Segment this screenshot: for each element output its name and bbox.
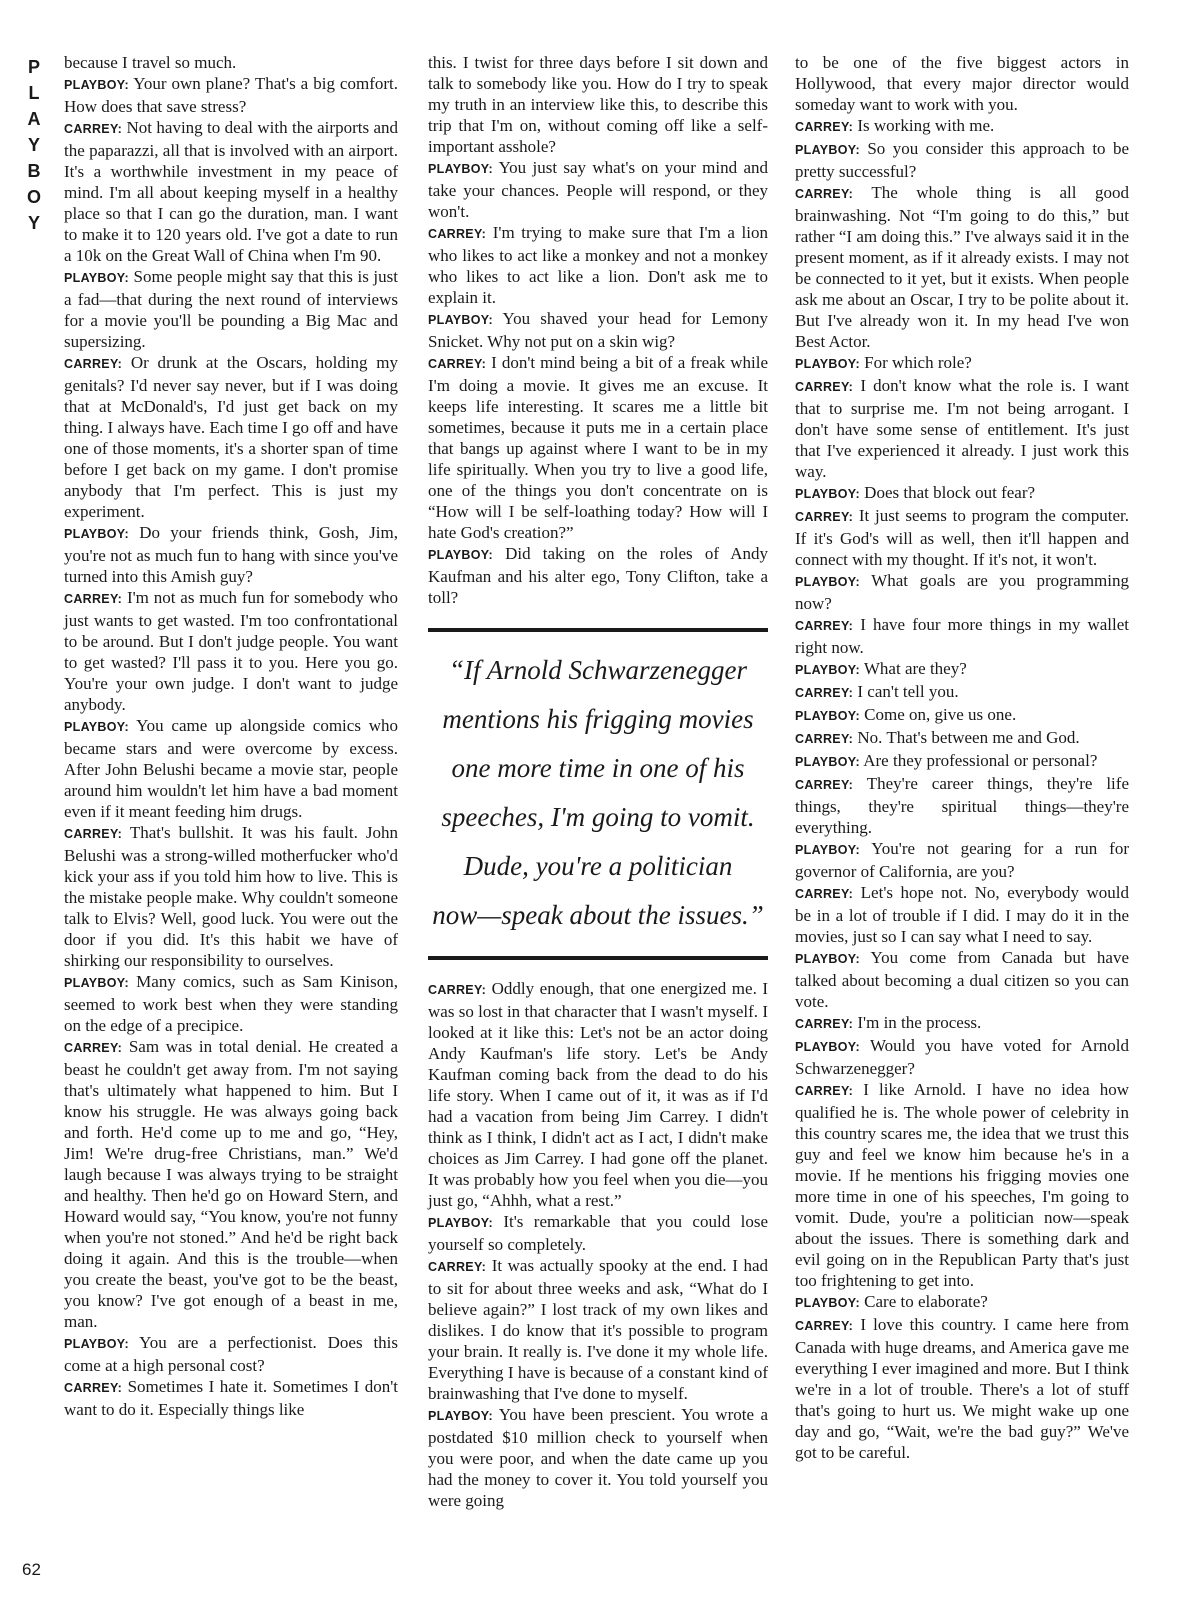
- interview-paragraph: [64, 1332, 398, 1376]
- speaker-label: PLAYBOY:: [795, 1040, 860, 1054]
- paragraph-text: Oddly enough, that one energized me. I was so lost in that character that I wasn't myself. I looked at it like this: Let's not be an actor doing Andy Kaufman's life story. Let's be Andy Kaufman coming back from the dead to do his life story. When I came out of it, it was as if I'd had a vacation from being Jim Carrey. I didn't think as I think, I didn't act as I act, I didn't make choices as Jim Carrey. I had gone off the planet. It was probably how you feel when you die—you just go, “Ahhh, what a rest.”: [428, 979, 768, 1210]
- interview-paragraph: [64, 266, 398, 352]
- speaker-label: PLAYBOY:: [428, 313, 493, 327]
- title-letter: A: [27, 109, 41, 129]
- interview-paragraph: [795, 115, 1129, 138]
- pull-quote-line: speeches, I'm going to vomit.: [441, 802, 755, 832]
- paragraph-text: I have four more things in my wallet right now.: [795, 615, 1129, 657]
- interview-paragraph: [64, 117, 398, 266]
- paragraph-text: Are they professional or personal?: [863, 751, 1098, 770]
- paragraph-text: Many comics, such as Sam Kinison, seemed to work best when they were standing on the edge of a precipice.: [64, 972, 399, 1035]
- paragraph-text: I can't tell you.: [857, 682, 959, 701]
- speaker-label: PLAYBOY:: [795, 357, 860, 371]
- interview-paragraph: [428, 1255, 768, 1404]
- interview-paragraph: [64, 73, 398, 117]
- speaker-label: PLAYBOY:: [795, 1296, 860, 1310]
- paragraph-text: Would you have voted for Arnold Schwarzenegger?: [795, 1036, 1129, 1078]
- interview-paragraph: [428, 308, 768, 352]
- speaker-label: PLAYBOY:: [795, 663, 860, 677]
- pull-quote-line: now—speak about the issues.”: [432, 900, 764, 930]
- interview-paragraph: [795, 773, 1129, 838]
- speaker-label: CARREY:: [795, 619, 854, 633]
- paragraph-text: What goals are you programming now?: [795, 571, 1129, 613]
- interview-paragraph: [795, 1079, 1129, 1291]
- paragraph-text: You come from Canada but have talked about becoming a dual citizen so you can vote.: [795, 948, 1129, 1011]
- pull-quote-line: one more time in one of his: [451, 753, 745, 783]
- interview-paragraph: [64, 971, 398, 1036]
- interview-paragraph: [64, 522, 398, 587]
- interview-paragraph: [64, 715, 398, 822]
- speaker-label: CARREY:: [795, 510, 854, 524]
- title-letter: Y: [27, 135, 40, 155]
- paragraph-text: Do your friends think, Gosh, Jim, you're not as much fun to hang with since you've turned into this Amish guy?: [64, 523, 398, 586]
- interview-paragraph: [795, 1035, 1129, 1079]
- speaker-label: CARREY:: [795, 887, 854, 901]
- interview-paragraph: [795, 482, 1129, 505]
- interview-paragraph: [64, 822, 398, 971]
- pull-quote-line: mentions his frigging movies: [442, 704, 754, 734]
- speaker-label: PLAYBOY:: [428, 162, 493, 176]
- paragraph-text: So you consider this approach to be pretty successful?: [795, 139, 1129, 181]
- paragraph-text: For which role?: [864, 353, 972, 372]
- speaker-label: CARREY:: [428, 983, 487, 997]
- paragraph-text: You're not gearing for a run for governor of California, are you?: [795, 839, 1129, 881]
- interview-paragraph: [64, 352, 398, 522]
- paragraph-text: You are a perfectionist. Does this come at a high personal cost?: [64, 1333, 399, 1375]
- paragraph-text: Sam was in total denial. He created a beast he couldn't get away from. I'm not saying that's ultimately what happened to him. But I know his struggle. He was always going back and forth. He'd come up to me and go, “Hey, Jim! We're drug-free Christians, man.” We'd laugh because I was always trying to be straight and healthy. Then he'd go on Howard Stern, and Howard would say, “You know, you're not funny when you're not stoned.” And he'd be right back doing it again. And this is the trouble—when you create the beast, you've got to be the beast, you know? I've got enough of a beast in me, man.: [64, 1037, 399, 1331]
- speaker-label: CARREY:: [428, 227, 487, 241]
- interview-paragraph: [795, 882, 1129, 947]
- speaker-label: CARREY:: [795, 1017, 854, 1031]
- interview-paragraph: [795, 681, 1129, 704]
- paragraph-text: Care to elaborate?: [864, 1292, 988, 1311]
- column-2: [428, 52, 768, 1511]
- paragraph-text: You shaved your head for Lemony Snicket. Why not put on a skin wig?: [428, 309, 768, 351]
- title-letter: Y: [27, 213, 40, 233]
- interview-paragraph: [428, 978, 768, 1211]
- interview-paragraph: [795, 658, 1129, 681]
- speaker-label: PLAYBOY:: [64, 976, 129, 990]
- paragraph-text: I'm not as much fun for somebody who just wants to get wasted. I'm too confrontational to be around. But I don't judge people. You want to get wasted? I'll pass it to you. Here you go. You're your own judge. I don't want to judge anybody.: [64, 588, 398, 714]
- pull-quote: [428, 628, 768, 960]
- paragraph-text: I'm in the process.: [857, 1013, 982, 1032]
- speaker-label: PLAYBOY:: [795, 143, 860, 157]
- speaker-label: CARREY:: [64, 1041, 123, 1055]
- interview-paragraph: [795, 1314, 1129, 1463]
- interview-paragraph: [795, 838, 1129, 882]
- speaker-label: PLAYBOY:: [795, 843, 860, 857]
- paragraph-text: Did taking on the roles of Andy Kaufman and his alter ego, Tony Clifton, take a toll?: [428, 544, 768, 607]
- column-2-bottom: [428, 978, 768, 1511]
- speaker-label: PLAYBOY:: [428, 1216, 493, 1230]
- interview-paragraph: [64, 1036, 398, 1332]
- page-number: 62: [22, 1560, 41, 1579]
- interview-paragraph: [795, 614, 1129, 658]
- paragraph-text: I'm trying to make sure that I'm a lion who likes to act like a monkey and not a monkey who likes to act like a lion. Don't ask me to explain it.: [428, 223, 768, 307]
- paragraph-text: You came up alongside comics who became stars and were overcome by excess. After John Belushi became a movie star, people around him wouldn't let him have a bad moment even if it meant feeding him drugs.: [64, 716, 398, 821]
- paragraph-text: I love this country. I came here from Canada with huge dreams, and America gave me everything I ever imagined and more. But I think we're in a lot of trouble. There's a lot of stuff that's going to hurt us. We might wake up one day and go, “Wait, we're the bad guy?” We've got to be careful.: [795, 1315, 1129, 1462]
- pull-quote-line: “If Arnold Schwarzenegger: [449, 655, 747, 685]
- paragraph-text: Is working with me.: [857, 116, 995, 135]
- column-3: [795, 52, 1129, 1463]
- speaker-label: CARREY:: [64, 592, 123, 606]
- paragraph-text: It was actually spooky at the end. I had to sit for about three weeks and ask, “What do I believe again?” I lost track of my own likes and dislikes. I do know that it's possible to program your brain. It really is. I've done it my whole life. Everything I have is because of a constant kind of brainwashing that I've done to myself.: [428, 1256, 768, 1403]
- paragraph-text: You have been prescient. You wrote a postdated $10 million check to yourself when you were poor, and when the date came up you had the money to cover it. You told yourself you were going: [428, 1405, 769, 1510]
- speaker-label: PLAYBOY:: [795, 709, 860, 723]
- interview-paragraph: [795, 1012, 1129, 1035]
- speaker-label: CARREY:: [64, 357, 123, 371]
- speaker-label: CARREY:: [795, 778, 854, 792]
- interview-paragraph: [795, 947, 1129, 1012]
- speaker-label: CARREY:: [64, 1381, 123, 1395]
- speaker-label: CARREY:: [795, 187, 854, 201]
- interview-paragraph: [795, 505, 1129, 570]
- pull-quote-line: Dude, you're a politician: [463, 851, 733, 881]
- speaker-label: CARREY:: [795, 1084, 854, 1098]
- speaker-label: PLAYBOY:: [64, 271, 129, 285]
- paragraph-text: No. That's between me and God.: [857, 728, 1080, 747]
- speaker-label: PLAYBOY:: [795, 487, 860, 501]
- paragraph-text: They're career things, they're life things, they're spiritual things—they're everything.: [795, 774, 1129, 837]
- paragraph-text: Your own plane? That's a big comfort. How does that save stress?: [64, 74, 398, 116]
- speaker-label: CARREY:: [795, 1319, 854, 1333]
- speaker-label: PLAYBOY:: [64, 1337, 129, 1351]
- paragraph-text: Some people might say that this is just a fad—that during the next round of interviews for a movie you'll be pounding a Big Mac and supersizing.: [64, 267, 398, 351]
- interview-paragraph: [428, 157, 768, 222]
- paragraph-text: Not having to deal with the airports and the paparazzi, all that is involved with an airport. It's a worthwhile investment in my peace of mind. I'm all about keeping myself in a healthy place so that I can go the duration, man. I want to make it to 120 years old. I've got a date to run a 10k on the Great Wall of China when I'm 90.: [64, 118, 398, 265]
- paragraph-text: Come on, give us one.: [864, 705, 1017, 724]
- column-1: [64, 52, 398, 1420]
- interview-paragraph: [64, 1376, 398, 1420]
- title-letter: P: [27, 57, 40, 77]
- speaker-label: PLAYBOY:: [795, 755, 860, 769]
- interview-paragraph: [795, 182, 1129, 352]
- paragraph-text: I don't know what the role is. I want that to surprise me. I'm not being arrogant. I don't have some sense of entitlement. It's just that I've experienced it already. I just work this way.: [795, 376, 1130, 481]
- speaker-label: PLAYBOY:: [795, 952, 860, 966]
- interview-paragraph: [428, 52, 768, 157]
- paragraph-text: Does that block out fear?: [864, 483, 1036, 502]
- speaker-label: CARREY:: [64, 827, 123, 841]
- paragraph-text: Sometimes I hate it. Sometimes I don't want to do it. Especially things like: [64, 1377, 398, 1419]
- speaker-label: PLAYBOY:: [64, 527, 129, 541]
- speaker-label: CARREY:: [795, 380, 854, 394]
- speaker-label: PLAYBOY:: [795, 575, 860, 589]
- paragraph-text: That's bullshit. It was his fault. John Belushi was a strong-willed motherfucker who'd kick your ass if you told him how to live. This is the mistake people make. Why couldn't someone talk to Elvis? Well, good luck. You were out the door if you did. It's this habit we have of shirking our responsibility to ourselves.: [64, 823, 398, 970]
- interview-paragraph: [795, 138, 1129, 182]
- speaker-label: PLAYBOY:: [428, 548, 493, 562]
- interview-paragraph: [795, 375, 1129, 482]
- speaker-label: PLAYBOY:: [64, 78, 129, 92]
- interview-paragraph: [428, 352, 768, 543]
- title-letter: B: [27, 161, 41, 181]
- paragraph-text: I like Arnold. I have no idea how qualified he is. The whole power of celebrity in this country scares me, the idea that we trust this guy and feel we know him because he's in a movie. If he mentions his frigging movies one more time in one of his speeches, I'm going to vomit. Dude, you're a politician now—speak about the issues. There is something dark and evil going on in the Republican Party that's just too frightening to get into.: [795, 1080, 1130, 1290]
- magazine-title-vertical: [22, 54, 46, 236]
- paragraph-text: You just say what's on your mind and take your chances. People will respond, or they won't.: [428, 158, 768, 221]
- interview-paragraph: [428, 1211, 768, 1255]
- interview-paragraph: [795, 570, 1129, 614]
- paragraph-text: because I travel so much.: [64, 53, 237, 72]
- column-2-top: [428, 52, 768, 608]
- title-letter: O: [26, 187, 41, 207]
- paragraph-text: I don't mind being a bit of a freak while I'm doing a movie. It gives me an excuse. It keeps life interesting. It scares me a little bit sometimes, because it puts me in a certain place that bangs up against where I want to be in my life spiritually. When you try to live a good life, one of the things you don't concentrate on is “How will I be self-loathing today? How will I hate God's creation?”: [428, 353, 769, 542]
- speaker-label: PLAYBOY:: [428, 1409, 493, 1423]
- interview-paragraph: [428, 1404, 768, 1511]
- paragraph-text: Or drunk at the Oscars, holding my genitals? I'd never say never, but if I was doing that at McDonald's, I'd just get back on my thing. I always have. Each time I go off and have one of those moments, it's a shorter span of time before I get back on my game. I don't promise anybody that I'm perfect. This is just my experiment.: [64, 353, 399, 521]
- paragraph-text: this. I twist for three days before I sit down and talk to somebody like you. How do I try to speak my truth in an interview like this, to describe this trip that I'm on, without coming off like a self-important asshole?: [428, 53, 768, 156]
- speaker-label: CARREY:: [795, 732, 854, 746]
- interview-paragraph: [64, 52, 398, 73]
- paragraph-text: The whole thing is all good brainwashing. Not “I'm going to do this,” but rather “I am doing this.” I've always said it in the present moment, as if it already exists. I may not be connected to it yet, but it exists. When people ask me about an Oscar, I try to be polite about it. But I've already won it. In my head I've won Best Actor.: [795, 183, 1129, 351]
- title-letter: L: [28, 83, 40, 103]
- interview-paragraph: [795, 750, 1129, 773]
- interview-paragraph: [428, 222, 768, 308]
- interview-paragraph: [428, 543, 768, 608]
- paragraph-text: It just seems to program the computer. If it's God's will as well, then it'll happen and connect with my thought. If it's not, it won't.: [795, 506, 1130, 569]
- interview-paragraph: [795, 727, 1129, 750]
- interview-paragraph: [795, 1291, 1129, 1314]
- speaker-label: CARREY:: [795, 120, 854, 134]
- paragraph-text: to be one of the five biggest actors in Hollywood, that every major director would someday want to work with you.: [795, 53, 1129, 114]
- interview-paragraph: [795, 352, 1129, 375]
- interview-paragraph: [795, 52, 1129, 115]
- speaker-label: CARREY:: [428, 357, 487, 371]
- paragraph-text: What are they?: [863, 659, 967, 678]
- paragraph-text: It's remarkable that you could lose yourself so completely.: [428, 1212, 768, 1254]
- interview-paragraph: [64, 587, 398, 715]
- speaker-label: CARREY:: [64, 122, 123, 136]
- speaker-label: CARREY:: [428, 1260, 487, 1274]
- interview-paragraph: [795, 704, 1129, 727]
- paragraph-text: Let's hope not. No, everybody would be in a lot of trouble if I did. I may do it in the movies, just so I can say what I need to say.: [795, 883, 1129, 946]
- speaker-label: PLAYBOY:: [64, 720, 129, 734]
- speaker-label: CARREY:: [795, 686, 854, 700]
